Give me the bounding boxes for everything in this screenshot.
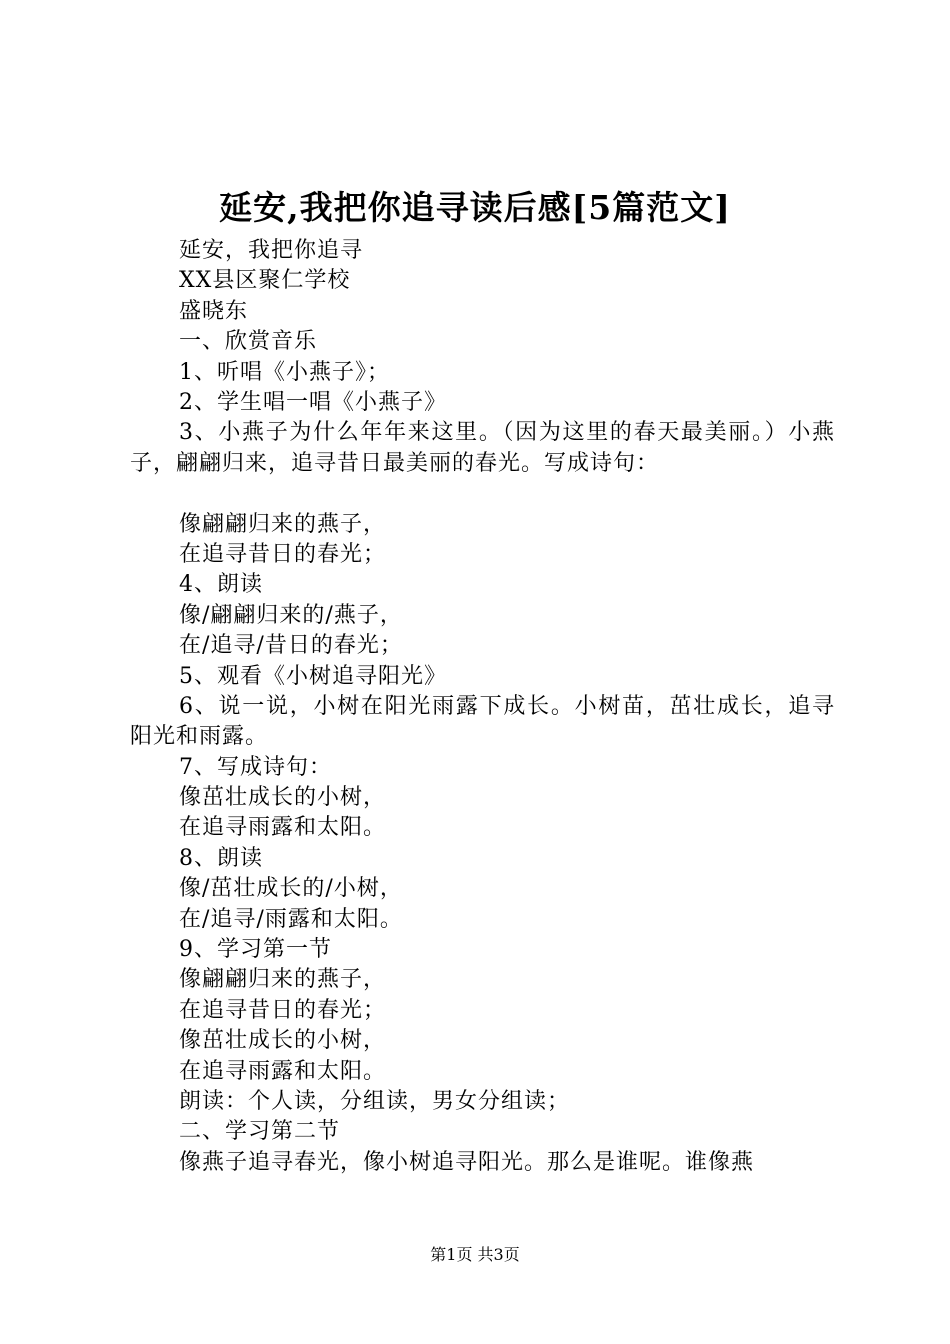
text-line: 像茁壮成长的小树， — [179, 785, 387, 811]
document-body — [130, 236, 835, 1178]
text-line: 在追寻雨露和太阳。 — [179, 815, 387, 841]
blank-line — [130, 479, 835, 509]
text-line: 在追寻昔日的春光； — [179, 541, 387, 567]
document-title: 延安,我把你追寻读后感[5篇范文] — [219, 188, 731, 227]
text-line: 在/追寻/昔日的春光； — [179, 633, 403, 659]
text-paragraph: 3、小燕子为什么年年来这里。（因为这里的春天最美丽。）小燕子，翩翩归来，追寻昔日最美丽的春光。写成诗句： — [130, 420, 835, 476]
text-line: 7、写成诗句： — [179, 754, 332, 780]
text-line: 一、欣赏音乐 — [179, 329, 318, 355]
text-line: 延安，我把你追寻 — [179, 238, 364, 263]
text-line: 在追寻雨露和太阳。 — [179, 1058, 387, 1084]
text-line: 在追寻昔日的春光； — [179, 997, 387, 1023]
page-number: 第1页 共3页 — [430, 1245, 520, 1264]
text-line: 像/翩翩归来的/燕子， — [179, 602, 403, 628]
text-line: XX县区聚仁学校 — [179, 268, 351, 294]
text-line: 盛晓东 — [179, 298, 249, 324]
text-line: 朗读：个人读，分组读，男女分组读； — [179, 1089, 571, 1114]
text-line: 像/茁壮成长的/小树， — [179, 876, 403, 902]
text-line: 二、学习第二节 — [179, 1119, 341, 1145]
text-line: 2、学生唱一唱《小燕子》 — [179, 389, 447, 415]
text-line: 像翩翩归来的燕子， — [179, 967, 387, 993]
text-line: 在/追寻/雨露和太阳。 — [179, 906, 403, 932]
text-line: 1、听唱《小燕子》； — [179, 359, 390, 385]
text-line: 5、观看《小树追寻阳光》 — [179, 663, 447, 689]
text-line: 4、朗读 — [179, 572, 263, 598]
text-line: 8、朗读 — [179, 845, 263, 871]
text-line: 像燕子追寻春光，像小树追寻阳光。那么是谁呢。谁像燕 — [179, 1149, 755, 1175]
text-line: 像翩翩归来的燕子， — [179, 511, 387, 537]
text-line: 9、学习第一节 — [179, 937, 332, 963]
text-line: 像茁壮成长的小树， — [179, 1028, 387, 1054]
text-paragraph: 6、说一说，小树在阳光雨露下成长。小树苗，茁壮成长，追寻阳光和雨露。 — [130, 693, 835, 750]
